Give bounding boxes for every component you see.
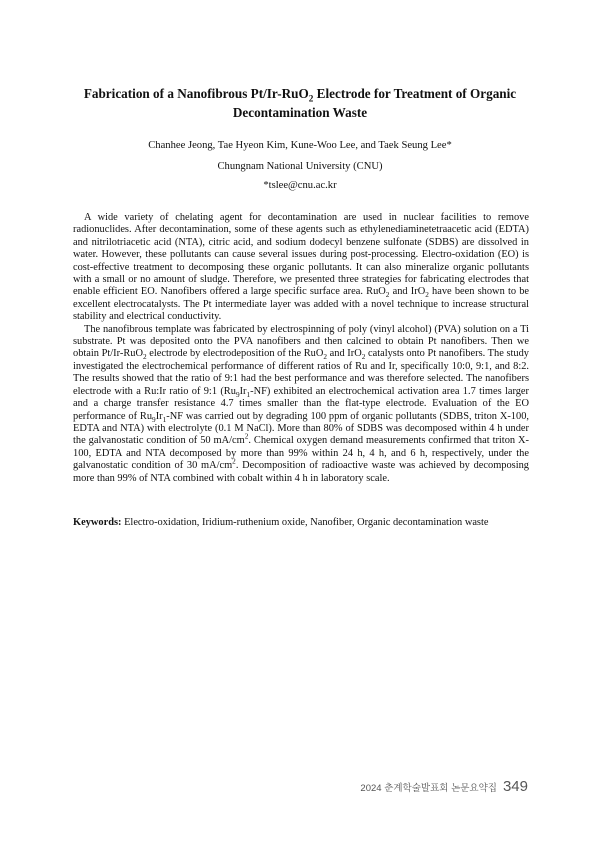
abstract-paragraph-1: A wide variety of chelating agent for decontamination are used in nuclear facilities to remove radionuclides. After decontamination, some of these agents such as ethylenediaminetetraacetic acid (EDTA) and nitrilotriacetic acid (NTA), citric acid, and sodium dodecyl benzene sulfonate (SDBS) are dissolved in water. However, these pollutants can cause several issues during post-processing. Electro-oxidation (EO) is cost-effective treatment to decomposing these organic pollutants. It can also mineralize organic pollutants with a small or no amount of sludge. Therefore, we presented three strategies for fabricating electrodes that enable efficient EO. Nanofibers offered a large specific surface area. RuO$_2$ and IrO$_2$ have been shown to be excellent electrocatalysts. The Pt intermediate layer was added with a novel technique to increase structural stability and electrical conductivity. (73, 212, 530, 323)
title-subscript: 2 (308, 93, 314, 104)
proceedings-title: 2024 춘계학술발표회 논문요약집 (360, 783, 497, 794)
title-text-end: Electrode for Treatment of Organic (313, 86, 517, 101)
title-line-2: Decontamination Waste (232, 105, 368, 120)
title-text: Fabrication of a Nanofibrous Pt/Ir-RuO (83, 86, 309, 101)
affiliation: Chungnam National University (CNU) (217, 161, 383, 172)
paper-title (60, 84, 540, 122)
author-list: Chanhee Jeong, Tae Hyeon Kim, Kune-Woo Lee, and Taek Seung Lee* (148, 140, 452, 151)
corresponding-email: *tslee@cnu.ac.kr (263, 180, 337, 191)
page-footer (360, 778, 528, 795)
keywords-label: Keywords: (73, 517, 122, 528)
keywords-text: Electro-oxidation, Iridium-ruthenium oxide, Nanofiber, Organic decontamination waste (121, 517, 489, 528)
page-number: 349 (502, 778, 528, 795)
keywords (73, 517, 529, 529)
abstract-paragraph-2: The nanofibrous template was fabricated by electrospinning of poly (vinyl alcohol) (PVA) solution on a Ti substrate. Pt was deposited onto the PVA nanofibers and then calcined to obtain Pt nanofibers. Then we obtain Pt/Ir-RuO$_2$ electrode by electrodeposition of the RuO$_2$ and IrO$_2$ catalysts onto Pt nanofibers. The study investigated the electrochemical performance of different ratios of Ru and Ir, specifically 10:0, 9:1, and 8:2. The results showed that the ratio of 9:1 had the best performance and was therefore selected. The nanofibers electrode with a Ru:Ir ratio of 9:1 $(Ru_9Ir_1-NF)$ exhibited an electrochemical activation area 1.7 times larger and a charge transfer resistance 4.7 times smaller than the flat-type electrode. Evaluation of the EO performance of $Ru_9Ir_1-NF$ was carried out by degrading 100 ppm of organic pollutants (SDBS, triton X-100, EDTA and NTA) with electrolyte (0.1 M NaCl). More than 80% of SDBS was decomposed within 4 h under the galvanostatic condition of 50 $mA/cm^2$. Chemical oxygen demand measurements confirmed that triton X-100, EDTA and NTA decomposed by more than 99% within 24 h, 4 h, and 6 h, respectively, under the galvanostatic condition of 30 $mA/cm^2$. Decomposition of radioactive waste was achieved by decomposing more than 99% of NTA combined with cobalt within 4 h in laboratory scale. (73, 323, 529, 484)
abstract (73, 212, 529, 485)
